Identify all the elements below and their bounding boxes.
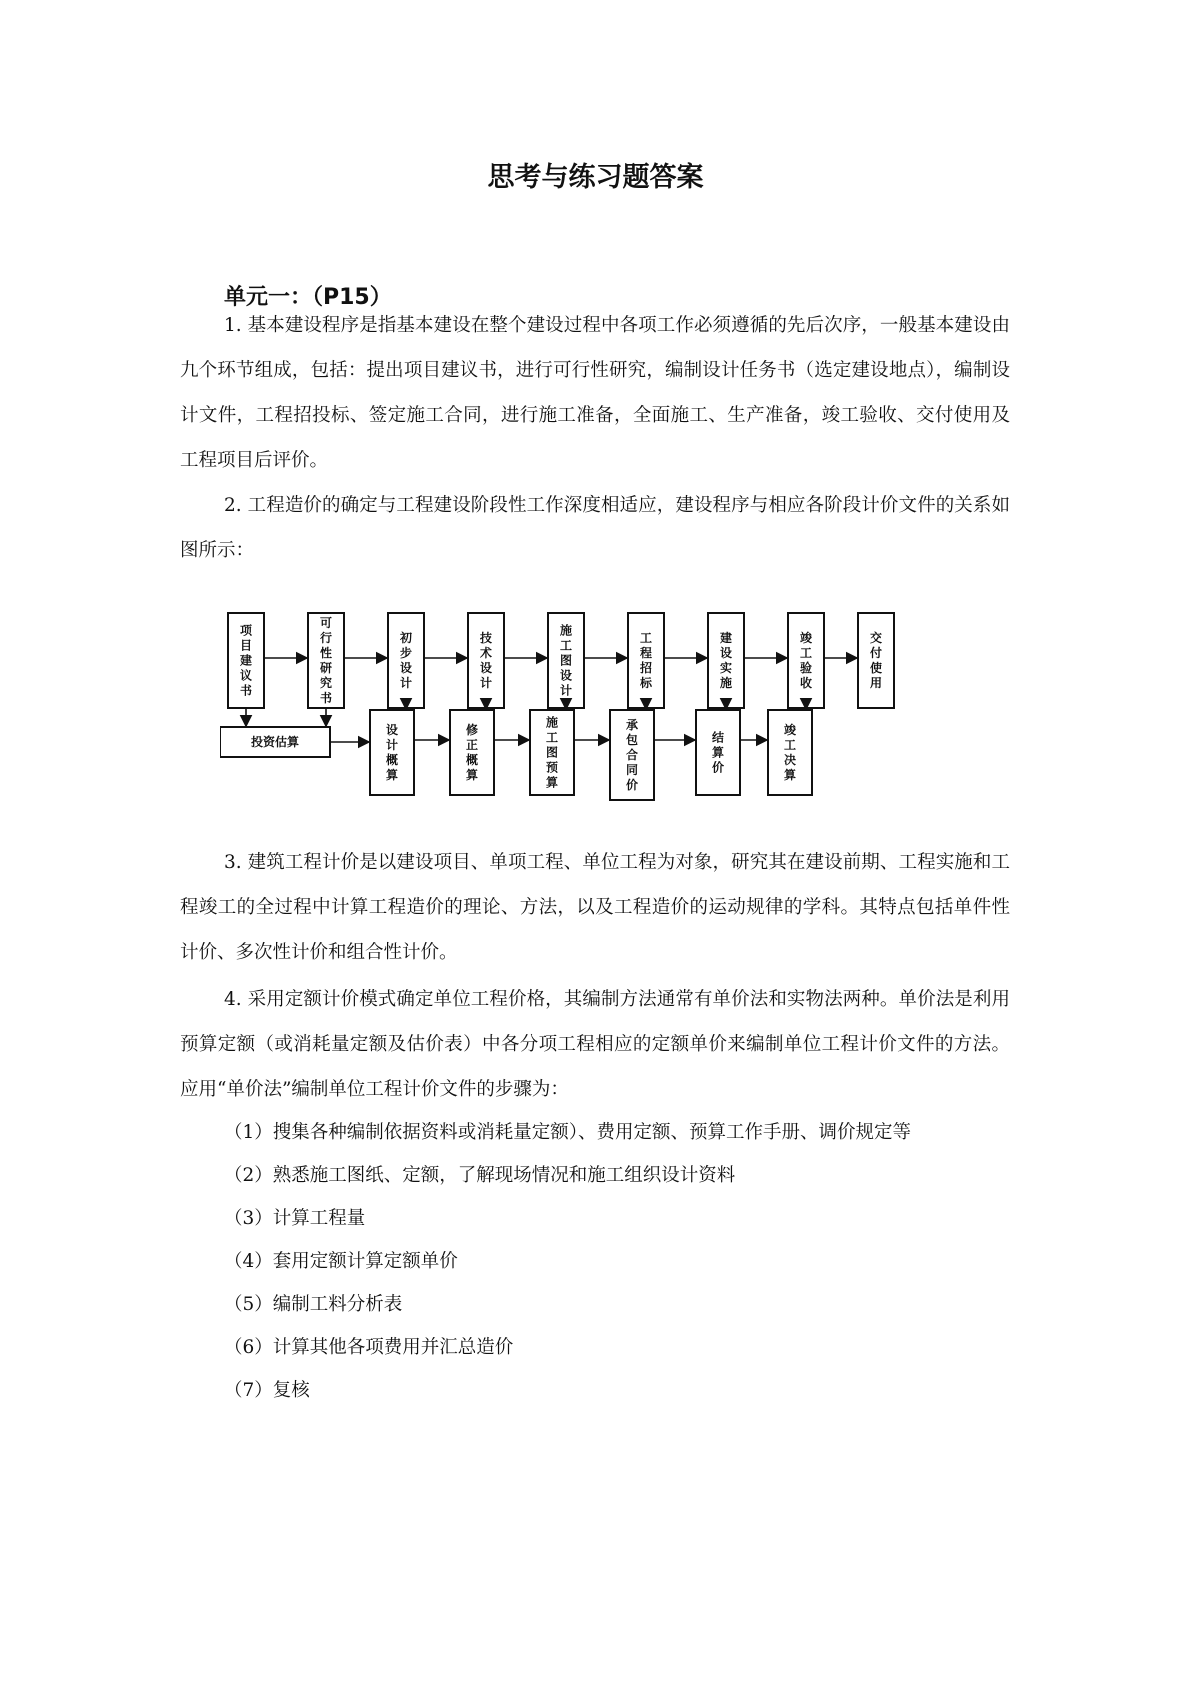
top-box-label: 交付使用 xyxy=(869,631,883,690)
step-6: （6）计算其他各项费用并汇总造价 xyxy=(224,1337,514,1358)
bottom-box-label: 承包合同价 xyxy=(625,718,639,792)
bottom-box-label: 修正概算 xyxy=(465,723,479,782)
paragraph-2: 2. 工程造价的确定与工程建设阶段性工作深度相适应，建设程序与相应各阶段计价文件的关系如图所示： xyxy=(180,495,1010,561)
paragraph-3: 3. 建筑工程计价是以建设项目、单项工程、单位工程为对象，研究其在建设前期、工程实施和工程竣工的全过程中计算工程造价的理论、方法，以及工程造价的运动规律的学科。其特点包括单件性计价、多次性计价和组合性计价。 xyxy=(180,852,1010,963)
step-5: （5）编制工料分析表 xyxy=(224,1294,403,1315)
step-2: （2）熟悉施工图纸、定额，了解现场情况和施工组织设计资料 xyxy=(224,1165,736,1186)
cost-flowchart xyxy=(220,605,940,865)
page-title: 思考与练习题答案 xyxy=(487,162,704,193)
top-box-label: 建设实施 xyxy=(719,631,733,690)
top-box-label: 竣工验收 xyxy=(799,631,813,690)
bottom-box-label: 结算价 xyxy=(711,730,725,775)
paragraph-4: 4. 采用定额计价模式确定单位工程价格，其编制方法通常有单价法和实物法两种。单价法是利用预算定额（或消耗量定额及估价表）中各分项工程相应的定额单价来编制单位工程计价文件的方法。应用“单价法”编制单位工程计价文件的步骤为： xyxy=(180,989,1010,1100)
step-1: （1）搜集各种编制依据资料或消耗量定额）、费用定额、预算工作手册、调价规定等 xyxy=(224,1122,912,1143)
top-box-label: 施工图设计 xyxy=(559,623,573,698)
top-box-label: 可行性研究书 xyxy=(319,616,333,705)
top-box-label: 技术设计 xyxy=(479,631,493,690)
top-box-label: 项目建议书 xyxy=(239,623,253,698)
top-box-label: 工程招标 xyxy=(639,631,653,690)
bottom-box-label: 施工图预算 xyxy=(545,715,559,790)
step-3: （3）计算工程量 xyxy=(224,1208,366,1229)
bottom-box-label: 竣工决算 xyxy=(783,723,797,782)
step-7: （7）复核 xyxy=(224,1380,310,1401)
bottom-box-label: 设计概算 xyxy=(385,723,399,782)
unit-heading: 单元一：（P15） xyxy=(224,285,392,310)
step-4: （4）套用定额计算定额单价 xyxy=(224,1251,458,1272)
paragraph-1: 1. 基本建设程序是指基本建设在整个建设过程中各项工作必须遵循的先后次序，一般基本建设由九个环节组成，包括：提出项目建议书，进行可行性研究，编制设计任务书（选定建设地点），编制设计文件，工程招投标、签定施工合同，进行施工准备，全面施工、生产准备，竣工验收、交付使用及工程项目后评价。 xyxy=(180,315,1010,471)
top-box-label: 初步设计 xyxy=(399,631,413,690)
bottom-box-label: 投资估算 xyxy=(250,735,300,749)
